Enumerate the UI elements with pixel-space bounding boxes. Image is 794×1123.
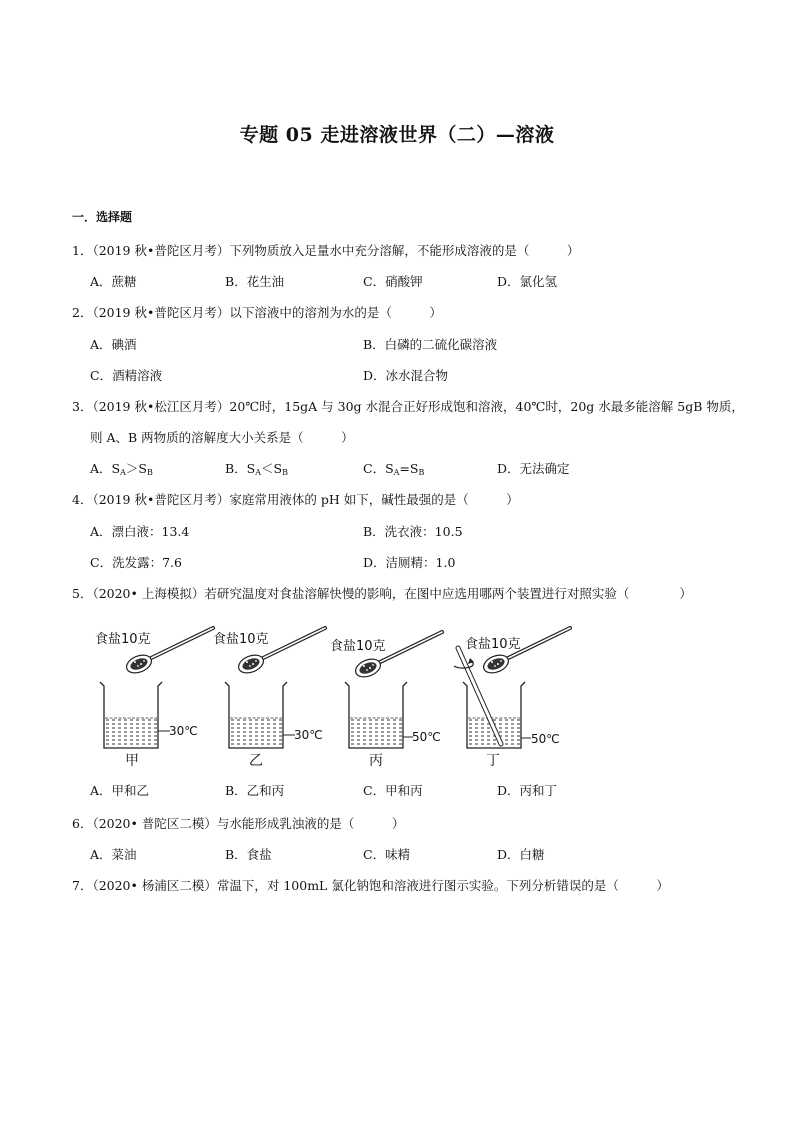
q5-option-b: B．乙和丙 xyxy=(225,783,285,798)
q3-option-d: D．无法确定 xyxy=(497,461,570,476)
question-2-stem: 2．（2019 秋•普陀区月考）以下溶液中的溶剂为水的是（ ） xyxy=(72,305,442,320)
q2-option-a: A．碘酒 xyxy=(90,337,137,352)
question-4-stem: 4．（2019 秋•普陀区月考）家庭常用液体的 pH 如下，碱性最强的是（ ） xyxy=(72,492,519,507)
q2-option-c: C．酒精溶液 xyxy=(90,368,163,383)
q6-option-c: C．味精 xyxy=(363,847,411,862)
beaker-name-bing: 丙 xyxy=(369,753,383,769)
q3-option-c: C．$S_A=S_B$ xyxy=(363,461,425,477)
spoon-label-yi: 食盐10克 xyxy=(213,632,269,647)
setup-yi xyxy=(213,628,325,769)
temp-yi: 30℃ xyxy=(294,728,323,742)
q6-option-d: D．白糖 xyxy=(497,847,545,862)
q4-option-c: C．洗发露：7.6 xyxy=(90,555,182,570)
question-1-stem: 1．（2019 秋•普陀区月考）下列物质放入足量水中充分溶解，不能形成溶液的是（ ） xyxy=(72,243,580,258)
q3-option-a: A．$S_A>S_B$ xyxy=(90,461,153,477)
q4-option-b: B．洗衣液：10.5 xyxy=(363,524,463,539)
question-3-stem-line2: 则 A、B 两物质的溶解度大小关系是（ ） xyxy=(90,430,354,445)
setup-bing xyxy=(330,632,442,769)
question-3-stem: 3．（2019 秋•松江区月考）20℃时，15gA 与 30g 水混合正好形成饱和溶液，40℃时，20g 水最多能溶解 5gB 物质， xyxy=(72,399,744,414)
section-heading: 一．选择题 xyxy=(72,210,133,224)
beaker-name-jia: 甲 xyxy=(125,753,139,769)
q5-option-c: C．甲和丙 xyxy=(363,783,423,798)
setup-jia xyxy=(95,628,213,769)
temp-jia: 30℃ xyxy=(169,724,198,738)
setup-ding xyxy=(454,628,570,769)
temp-bing: 50℃ xyxy=(412,730,441,744)
q6-option-a: A．菜油 xyxy=(90,847,137,862)
beaker-name-yi: 乙 xyxy=(249,753,263,769)
q4-option-d: D．洁厕精：1.0 xyxy=(363,555,456,570)
question-7-stem: 7．（2020• 杨浦区二模）常温下，对 100mL 氯化钠饱和溶液进行图示实验。下列分析错误的是（ ） xyxy=(72,878,669,893)
q6-option-b: B．食盐 xyxy=(225,847,272,862)
q1-option-a: A．蔗糖 xyxy=(90,274,137,289)
q2-option-d: D．冰水混合物 xyxy=(363,368,449,383)
q4-option-a: A．漂白液：13.4 xyxy=(90,524,190,539)
q3-option-b: B．$S_A<S_B$ xyxy=(225,461,288,477)
temp-ding: 50℃ xyxy=(531,732,560,746)
q1-option-c: C．硝酸钾 xyxy=(363,274,423,289)
q5-option-a: A．甲和乙 xyxy=(90,783,150,798)
q5-option-d: D．丙和丁 xyxy=(497,783,558,798)
beaker-name-ding: 丁 xyxy=(486,753,500,769)
question-5-stem: 5．（2020• 上海模拟）若研究温度对食盐溶解快慢的影响，在图中应选用哪两个装置进行对照实验（ ） xyxy=(72,586,692,601)
q2-option-b: B．白磷的二硫化碳溶液 xyxy=(363,337,498,352)
spoon-label-bing: 食盐10克 xyxy=(330,639,386,654)
question-6-stem: 6．（2020• 普陀区二模）与水能形成乳浊液的是（ ） xyxy=(72,816,405,831)
spoon-label-jia: 食盐10克 xyxy=(95,632,151,647)
page-title: 专题 05 走进溶液世界（二）—溶液 xyxy=(239,124,555,146)
q1-option-b: B．花生油 xyxy=(225,274,285,289)
q1-option-d: D．氯化氢 xyxy=(497,274,558,289)
spoon-label-ding: 食盐10克 xyxy=(465,637,521,652)
